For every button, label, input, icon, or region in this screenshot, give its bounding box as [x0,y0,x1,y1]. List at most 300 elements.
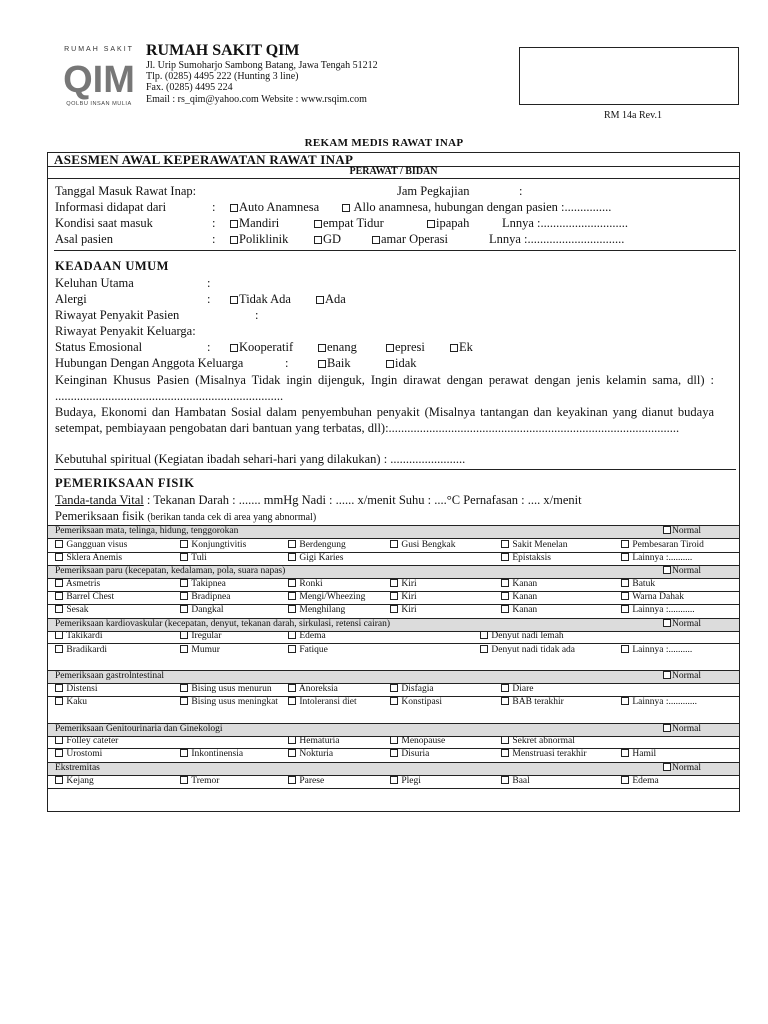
logo-top-text: RUMAH SAKIT [64,46,134,53]
checkbox[interactable] [288,605,296,613]
checkbox[interactable] [180,579,188,587]
colon: : [212,232,216,246]
informasi-label: Informasi didapat dari [55,200,167,214]
exam-option[interactable] [288,776,324,787]
pemeriksaan-fisik-title: PEMERIKSAAN FISIK [55,476,195,490]
section-title: ASESMEN AWAL KEPERAWATAN RAWAT INAP [54,152,354,167]
exam-option-label: Menstruasi terakhir [512,749,587,759]
rm-code: RM 14a Rev.1 [604,110,662,121]
checkbox[interactable] [663,724,671,732]
exam-option[interactable] [621,553,692,564]
exam-option[interactable] [501,736,575,747]
option-label: Tidak Ada [239,292,291,306]
rpp-label: Riwayat Penyakit Pasien [55,308,180,322]
exam-option[interactable] [501,592,537,603]
exam-option-label: Intoleransi diet [299,697,357,707]
exam-option[interactable] [480,631,564,642]
exam-option-label: Bradipnea [191,592,231,602]
kondisi-opt-mandiri[interactable] [230,216,279,230]
exam-option-label: Pembesaran Tiroid [632,540,704,550]
exam-option[interactable] [180,631,221,642]
checkbox[interactable] [663,566,671,574]
option-label: Lnnya :............................ [502,216,629,230]
checkbox[interactable] [501,697,509,705]
exam-option[interactable] [288,645,328,656]
checkbox[interactable] [318,360,326,368]
exam-option-label: Gusi Bengkak [401,540,456,550]
exam-option-label: Sklera Anemis [66,553,123,563]
hospital-address: Jl. Urip Sumoharjo Sambong Batang, Jawa Tengah 51212 [146,60,378,71]
divider [47,762,740,763]
checkbox[interactable] [390,749,398,757]
checkbox[interactable] [180,776,188,784]
exam-section-title: Pemeriksaan mata, telinga, hidung, tenggorokan [55,526,239,536]
pemeriksaan-row [55,509,316,525]
checkbox[interactable] [55,749,63,757]
hubungan-opt-tidak[interactable] [386,356,417,370]
exam-option-label: Edema [299,631,326,641]
exam-option-label: Gangguan visus [66,540,128,550]
exam-option[interactable] [288,579,323,590]
status-opt-tenang[interactable] [318,340,357,354]
checkbox[interactable] [288,631,296,639]
asal-label: Asal pasien [55,232,113,246]
option-label: amar Operasi [381,232,448,246]
checkbox[interactable] [501,592,509,600]
asal-opt-igd[interactable] [314,232,341,246]
exam-option[interactable] [288,684,338,695]
normal-option[interactable] [663,671,701,682]
checkbox[interactable] [230,296,238,304]
vital-values: : Tekanan Darah : ....... mmHg Nadi : ...... x/menit Suhu : ....°C Pernafasan : .... x/menit [146,493,582,507]
hospital-name: RUMAH SAKIT QIM [146,42,300,59]
exam-option-label: Hematuria [299,736,340,746]
option-label: Ek [459,340,473,354]
exam-option[interactable] [390,579,417,590]
exam-option[interactable] [621,645,729,656]
exam-option-label: Lainnya :........... [632,605,695,615]
checkbox[interactable] [342,204,350,212]
exam-option[interactable] [180,776,219,787]
asal-opt-lainnya[interactable] [489,232,624,246]
vital-signs-row [55,493,582,507]
option-label: Auto Anamnesa [239,200,320,214]
exam-section-title: Pemeriksaan kardiovaskular (kecepatan, denyut, tekanan darah, sirkulasi, retensi cairan) [55,619,391,629]
status-opt-depresi[interactable] [386,340,425,354]
exam-option-label: Parese [299,776,325,786]
checkbox[interactable] [288,592,296,600]
exam-option-label: Sesak [66,605,89,615]
exam-option-label: Epistaksis [512,553,551,563]
exam-option-label: Edema [632,776,659,786]
exam-option-label: Kiri [401,592,417,602]
checkbox[interactable] [55,553,63,561]
checkbox[interactable] [55,776,63,784]
option-label: empat Tidur [323,216,384,230]
exam-option-label: Lainnya :.......... [632,553,693,563]
checkbox[interactable] [316,296,324,304]
checkbox[interactable] [55,540,63,548]
exam-option-label: Mengi/Wheezing [299,592,366,602]
exam-option[interactable] [288,749,333,760]
checkbox[interactable] [314,236,322,244]
exam-option-label: Kiri [401,605,417,615]
exam-section-title: Pemeriksaan paru (kecepatan, kedalaman, pola, suara napas) [55,566,286,576]
checkbox[interactable] [390,776,398,784]
checkbox[interactable] [501,605,509,613]
exam-option[interactable] [390,697,442,708]
checkbox[interactable] [314,220,322,228]
jam-label: Jam Pegkajian [397,184,470,198]
normal-label: Normal [672,671,702,681]
checkbox[interactable] [621,697,629,705]
exam-option[interactable] [55,697,87,708]
checkbox[interactable] [390,684,398,692]
checkbox[interactable] [390,697,398,705]
exam-option[interactable] [390,736,445,747]
checkbox[interactable] [386,344,394,352]
exam-option[interactable] [180,592,230,603]
checkbox[interactable] [288,553,296,561]
checkbox[interactable] [621,605,629,613]
checkbox[interactable] [55,645,63,653]
kondisi-label: Kondisi saat masuk [55,216,153,230]
exam-option-label: Kanan [512,592,538,602]
exam-option-label: Gigi Karies [299,553,344,563]
option-label: ipapah [436,216,470,230]
exam-option[interactable] [55,645,107,656]
exam-option-label: Fatique [299,645,328,655]
checkbox[interactable] [288,579,296,587]
exam-option[interactable] [621,605,695,616]
checkbox[interactable] [501,736,509,744]
exam-option[interactable] [288,605,345,616]
exam-option[interactable] [55,776,94,787]
exam-option-label: Bradikardi [66,645,108,655]
checkbox[interactable] [230,220,238,228]
document-title: REKAM MEDIS RAWAT INAP [304,137,464,149]
checkbox[interactable] [386,360,394,368]
checkbox[interactable] [180,553,188,561]
checkbox[interactable] [621,776,629,784]
exam-option-label: Kanan [512,605,538,615]
checkbox[interactable] [288,749,296,757]
option-label: Poliklinik [239,232,289,246]
exam-option-label: Tremor [191,776,220,786]
checkbox[interactable] [621,553,629,561]
exam-option[interactable] [288,631,326,642]
checkbox[interactable] [288,697,296,705]
exam-option[interactable] [501,776,530,787]
exam-option-label: Menghilang [299,605,346,615]
exam-option[interactable] [621,540,704,551]
exam-option-label: Kiri [401,579,417,589]
exam-option-label: BAB terakhir [512,697,564,707]
kondisi-opt-dipapah[interactable] [427,216,469,230]
exam-option-label: Inkontinensia [191,749,244,759]
divider [54,469,736,470]
option-label: GD [323,232,342,246]
checkbox[interactable] [180,540,188,548]
divider [47,178,740,179]
exam-option[interactable] [501,605,537,616]
exam-option[interactable] [288,736,339,747]
checkbox[interactable] [55,631,63,639]
exam-option-label: Tuli [191,553,207,563]
exam-option[interactable] [621,749,656,760]
option-label: idak [395,356,417,370]
exam-option[interactable] [180,749,243,760]
exam-option[interactable] [480,645,588,656]
checkbox[interactable] [663,763,671,771]
normal-option[interactable] [663,619,701,630]
exam-option[interactable] [390,540,455,551]
checkbox[interactable] [230,236,238,244]
exam-option[interactable] [288,592,365,603]
exam-option-label: Lainnya :............ [632,697,698,707]
exam-option-label: Denyut nadi lemah [491,631,564,641]
pemeriksaan-note: (berikan tanda cek di area yang abnormal) [147,512,317,523]
checkbox[interactable] [501,776,509,784]
exam-option[interactable] [180,605,224,616]
exam-option-label: Nokturia [299,749,334,759]
exam-option-label: Kaku [66,697,87,707]
checkbox[interactable] [55,684,63,692]
alergi-opt-ada[interactable] [316,292,346,306]
checkbox[interactable] [480,645,488,653]
exam-option-label: Warna Dahak [632,592,684,602]
exam-section-header-bg [48,762,739,775]
exam-option[interactable] [621,697,697,708]
asal-opt-kamar-operasi[interactable] [372,232,448,246]
exam-option-label: Folley cateter [66,736,119,746]
normal-option[interactable] [663,526,701,537]
checkbox[interactable] [318,344,326,352]
keluhan-label: Keluhan Utama [55,276,134,290]
colon: : [207,292,211,306]
option-label: Allo anamnesa, hubungan dengan pasien :............... [353,200,612,214]
checkbox[interactable] [621,540,629,548]
checkbox[interactable] [390,579,398,587]
checkbox[interactable] [450,344,458,352]
exam-option[interactable] [180,553,207,564]
colon: : [519,184,523,198]
hubungan-label: Hubungan Dengan Anggota Keluarga [55,356,244,370]
checkbox[interactable] [501,553,509,561]
checkbox[interactable] [390,605,398,613]
exam-option[interactable] [55,605,89,616]
checkbox[interactable] [501,540,509,548]
exam-option[interactable] [501,553,551,564]
exam-option-label: Takikardi [66,631,103,641]
checkbox[interactable] [55,605,63,613]
status-label: Status Emosional [55,340,143,354]
checkbox[interactable] [180,749,188,757]
option-label: Mandiri [239,216,280,230]
exam-option[interactable] [180,645,220,656]
keadaan-umum-title: KEADAAN UMUM [55,259,169,273]
exam-option[interactable] [501,749,609,760]
exam-option-label: Disfagia [401,684,434,694]
normal-option[interactable] [663,724,701,735]
exam-option-label: Lainnya :.......... [632,645,693,655]
option-label: epresi [395,340,425,354]
checkbox[interactable] [501,749,509,757]
alergi-label: Alergi [55,292,87,306]
exam-option[interactable] [288,697,357,708]
exam-option-label: Bising usus menurun [191,684,272,694]
kondisi-opt-tempat-tidur[interactable] [314,216,384,230]
checkbox[interactable] [288,736,296,744]
exam-option-label: Berdengung [299,540,346,550]
subtitle: PERAWAT / BIDAN [349,166,438,177]
normal-label: Normal [672,566,702,576]
option-label: enang [327,340,357,354]
hospital-fax: Fax. (0285) 4495 224 [146,82,233,93]
divider [47,631,740,632]
checkbox[interactable] [372,236,380,244]
checkbox[interactable] [390,592,398,600]
checkbox[interactable] [180,697,188,705]
exam-option-label: Asmetris [65,579,101,589]
checkbox[interactable] [180,631,188,639]
colon: : [255,308,259,322]
exam-option[interactable] [288,553,343,564]
exam-option-label: Anoreksia [298,684,338,694]
status-opt-etik[interactable] [450,340,473,354]
exam-option[interactable] [501,697,564,708]
hubungan-opt-baik[interactable] [318,356,351,370]
checkbox[interactable] [230,344,238,352]
exam-option[interactable] [55,540,127,551]
checkbox[interactable] [55,579,63,587]
checkbox[interactable] [427,220,435,228]
checkbox[interactable] [288,645,296,653]
checkbox[interactable] [288,540,296,548]
normal-label: Normal [672,619,702,629]
exam-option-label: Konjungtivitis [191,540,247,550]
kebutuhan-spiritual: Kebutuhal spiritual (Kegiatan ibadah sehari-hari yang dilakukan) : ........................ [55,452,466,466]
colon: : [207,340,211,354]
exam-option[interactable] [288,540,346,551]
exam-option[interactable] [55,592,114,603]
keinginan-khusus: Keinginan Khusus Pasien (Misalnya Tidak ingin dijenguk, Ingin dirawat dengan perawat dengan jenis kelamin sama, dll) : ......................................................................... [55,373,714,403]
normal-option[interactable] [663,566,701,577]
exam-option-label: Iregular [191,631,222,641]
exam-option[interactable] [180,579,226,590]
exam-option-label: Menopause [401,736,446,746]
logo-text: QIM [63,59,135,101]
checkbox[interactable] [288,776,296,784]
divider [47,788,740,789]
checkbox[interactable] [55,697,63,705]
exam-option[interactable] [55,579,100,590]
exam-section-title: Pemeriksaan Genitourinaria dan Ginekologi [55,724,223,734]
colon: : [212,200,216,214]
exam-option-label: Mumur [191,645,220,655]
checkbox[interactable] [663,619,671,627]
exam-option[interactable] [390,605,417,616]
exam-option-label: Disuria [401,749,430,759]
status-opt-kooperatif[interactable] [230,340,293,354]
exam-option[interactable] [621,592,684,603]
exam-option-label: Hamil [632,749,657,759]
exam-option-label: Bising usus meningkat [191,697,278,707]
exam-option-label: Baal [512,776,530,786]
exam-option[interactable] [501,684,533,695]
vital-label: Tanda-tanda Vital [55,493,144,507]
alergi-opt-tidak-ada[interactable] [230,292,291,306]
checkbox[interactable] [480,631,488,639]
exam-option[interactable] [390,776,421,787]
exam-option[interactable] [390,592,417,603]
checkbox[interactable] [55,736,63,744]
checkbox[interactable] [288,684,296,692]
informasi-opt-auto[interactable] [230,200,319,214]
exam-option[interactable] [501,579,537,590]
asal-opt-poliklinik[interactable] [230,232,288,246]
exam-option[interactable] [390,684,434,695]
exam-option[interactable] [621,579,655,590]
exam-option-label: Distensi [66,684,98,694]
pemeriksaan-label: Pemeriksaan fisik [55,509,145,523]
exam-option-label: Takipnea [191,579,226,589]
exam-option-label: Barrel Chest [66,592,115,602]
rpk-label: Riwayat Penyakit Keluarga: [55,324,196,338]
checkbox[interactable] [663,526,671,534]
checkbox[interactable] [663,671,671,679]
checkbox[interactable] [55,592,63,600]
exam-option[interactable] [55,736,118,747]
exam-section-title: Ekstremitas [55,763,100,773]
exam-option-label: Denyut nadi tidak ada [491,645,576,655]
exam-option[interactable] [55,553,122,564]
exam-option[interactable] [501,540,568,551]
exam-option[interactable] [180,697,288,708]
checkbox[interactable] [501,579,509,587]
exam-option-label: Konstipasi [401,697,443,707]
normal-option[interactable] [663,763,701,774]
patient-label-box [519,47,739,105]
exam-option[interactable] [55,684,98,695]
checkbox[interactable] [621,645,629,653]
exam-option[interactable] [55,749,102,760]
checkbox[interactable] [390,736,398,744]
checkbox[interactable] [390,540,398,548]
checkbox[interactable] [230,204,238,212]
exam-option[interactable] [180,684,288,695]
colon: : [285,356,289,370]
checkbox[interactable] [180,592,188,600]
checkbox[interactable] [621,579,629,587]
checkbox[interactable] [180,645,188,653]
exam-option[interactable] [390,749,429,760]
exam-option[interactable] [55,631,102,642]
exam-option[interactable] [621,776,659,787]
checkbox[interactable] [180,605,188,613]
checkbox[interactable] [621,749,629,757]
kondisi-opt-lainnya[interactable] [502,216,628,230]
hospital-phone: Tlp. (0285) 4495 222 (Hunting 3 line) [146,71,299,82]
exam-option[interactable] [180,540,246,551]
checkbox[interactable] [621,592,629,600]
exam-option-label: Kejang [66,776,94,786]
checkbox[interactable] [180,684,188,692]
informasi-opt-allo[interactable] [342,200,611,214]
tanggal-label: Tanggal Masuk Rawat Inap: [55,184,197,198]
checkbox[interactable] [501,684,509,692]
exam-option-label: Plegi [401,776,421,786]
